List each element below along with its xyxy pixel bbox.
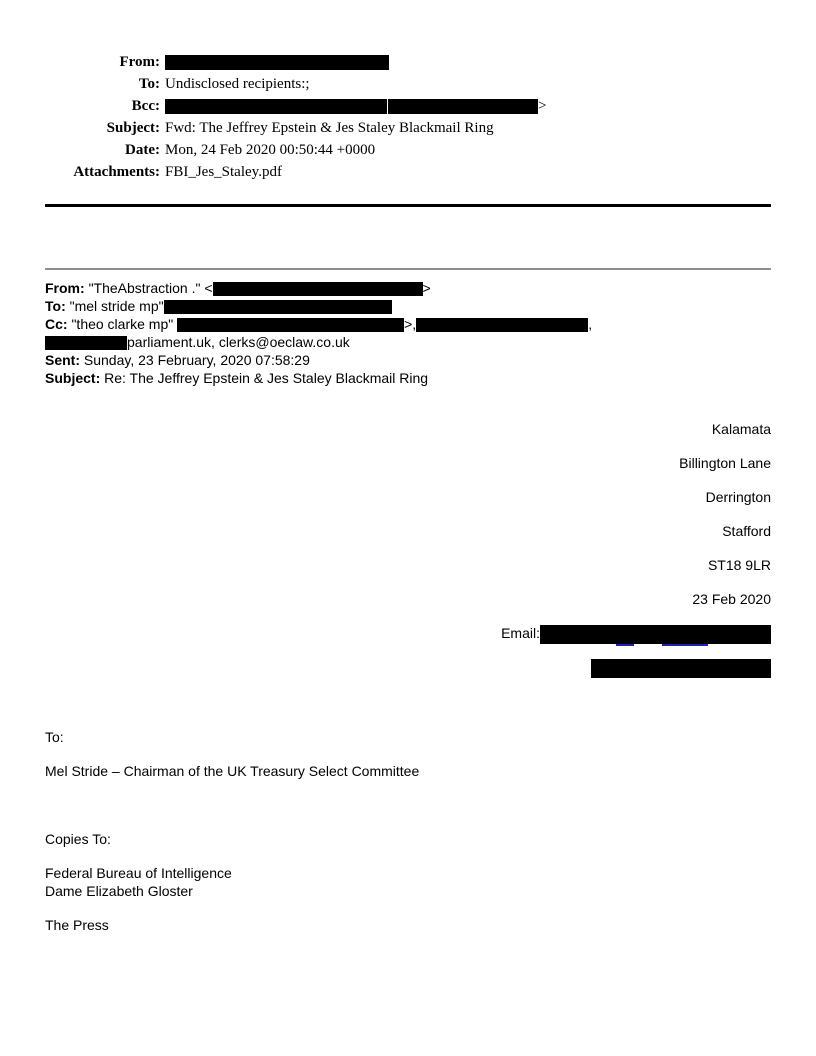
redacted-bcc-address-1 [165,99,387,114]
fwd-row-cc-continued [45,333,771,351]
fwd-row-to [45,297,771,315]
subject-label: Subject: [106,120,160,136]
fwd-row-sent [45,351,771,369]
redacted-bcc-address-2 [388,99,538,114]
to-value: Undisclosed recipients:; [165,76,310,92]
to-label: To: [138,76,160,92]
subject-value: Fwd: The Jeffrey Epstein & Jes Staley Blackmail Ring [165,120,494,136]
fwd-cc-mid: >, [404,316,417,332]
fwd-sent-label: Sent: [45,352,80,368]
from-value [160,51,389,73]
fwd-cc-post: , [588,316,593,332]
redacted-sender-email-2 [591,659,771,678]
link-underline-peek [662,644,708,646]
fwd-subject-label: Subject: [45,370,101,386]
date-value: Mon, 24 Feb 2020 00:50:44 +0000 [165,142,376,158]
date-label: Date: [125,142,160,158]
email-label: Email: [501,625,540,641]
attachments-label: Attachments: [73,164,160,180]
address-line: ST18 9LR [707,557,771,573]
fwd-to-pre: "mel stride mp" [69,298,164,314]
letter-copies-list [45,864,232,900]
thin-divider-rule [45,268,771,270]
address-line: Stafford [722,523,771,539]
fwd-row-subject [45,369,771,387]
fwd-cc-label: Cc: [45,316,68,332]
copies-line: Dame Elizabeth Gloster [45,883,193,899]
attachments-value: FBI_Jes_Staley.pdf [165,164,282,180]
fwd-from-label: From: [45,280,85,296]
redacted-fwd-from-address [213,282,423,296]
fwd-cc-pre: "theo clarke mp" [71,316,178,332]
copies-line: Federal Bureau of Intelligence [45,865,232,881]
fwd-to-label: To: [45,298,66,314]
thick-divider-rule [45,204,771,207]
fwd-subject-value: Re: The Jeffrey Epstein & Jes Staley Blackmail Ring [104,370,429,386]
sender-address-block [271,412,771,684]
header-row-attachments [45,161,771,183]
fwd-from-pre: "TheAbstraction ." < [88,280,213,296]
bcc-value [160,95,546,117]
address-line: Derrington [705,489,771,505]
address-line: Billington Lane [679,455,771,471]
bcc-label: Bcc: [131,98,160,114]
header-row-subject [45,117,771,139]
fwd-row-from [45,279,771,297]
address-date-line: 23 Feb 2020 [692,591,771,607]
header-row-from [45,51,771,73]
fwd-cc-line2: parliament.uk, clerks@oeclaw.co.uk [127,334,350,350]
redacted-fwd-cc-address-1 [177,318,404,332]
letter-copies-heading: Copies To: [45,831,111,847]
bcc-suffix: > [538,98,547,114]
header-row-to [45,73,771,95]
redacted-fwd-to-address [164,300,392,314]
letter-to-heading: To: [45,729,64,745]
fwd-row-cc [45,315,771,333]
redacted-fwd-cc-address-2 [416,318,588,332]
redacted-sender-email-1 [540,625,771,644]
letter-recipient: Mel Stride – Chairman of the UK Treasury Select Committee [45,763,420,779]
fwd-from-post: > [422,280,431,296]
letter-press-line: The Press [45,917,109,933]
redacted-from-address [165,55,389,70]
from-label: From: [119,54,160,70]
header-row-bcc [45,95,771,117]
fwd-sent-value: Sunday, 23 February, 2020 07:58:29 [83,352,310,368]
address-email-line [271,616,771,650]
link-underline-peek [616,644,634,646]
address-email-line-2 [271,650,771,684]
header-row-date [45,139,771,161]
email-header [45,51,771,183]
redacted-fwd-cc-address-3 [45,336,127,350]
address-line: Kalamata [711,421,771,437]
forwarded-email-header [45,279,771,387]
